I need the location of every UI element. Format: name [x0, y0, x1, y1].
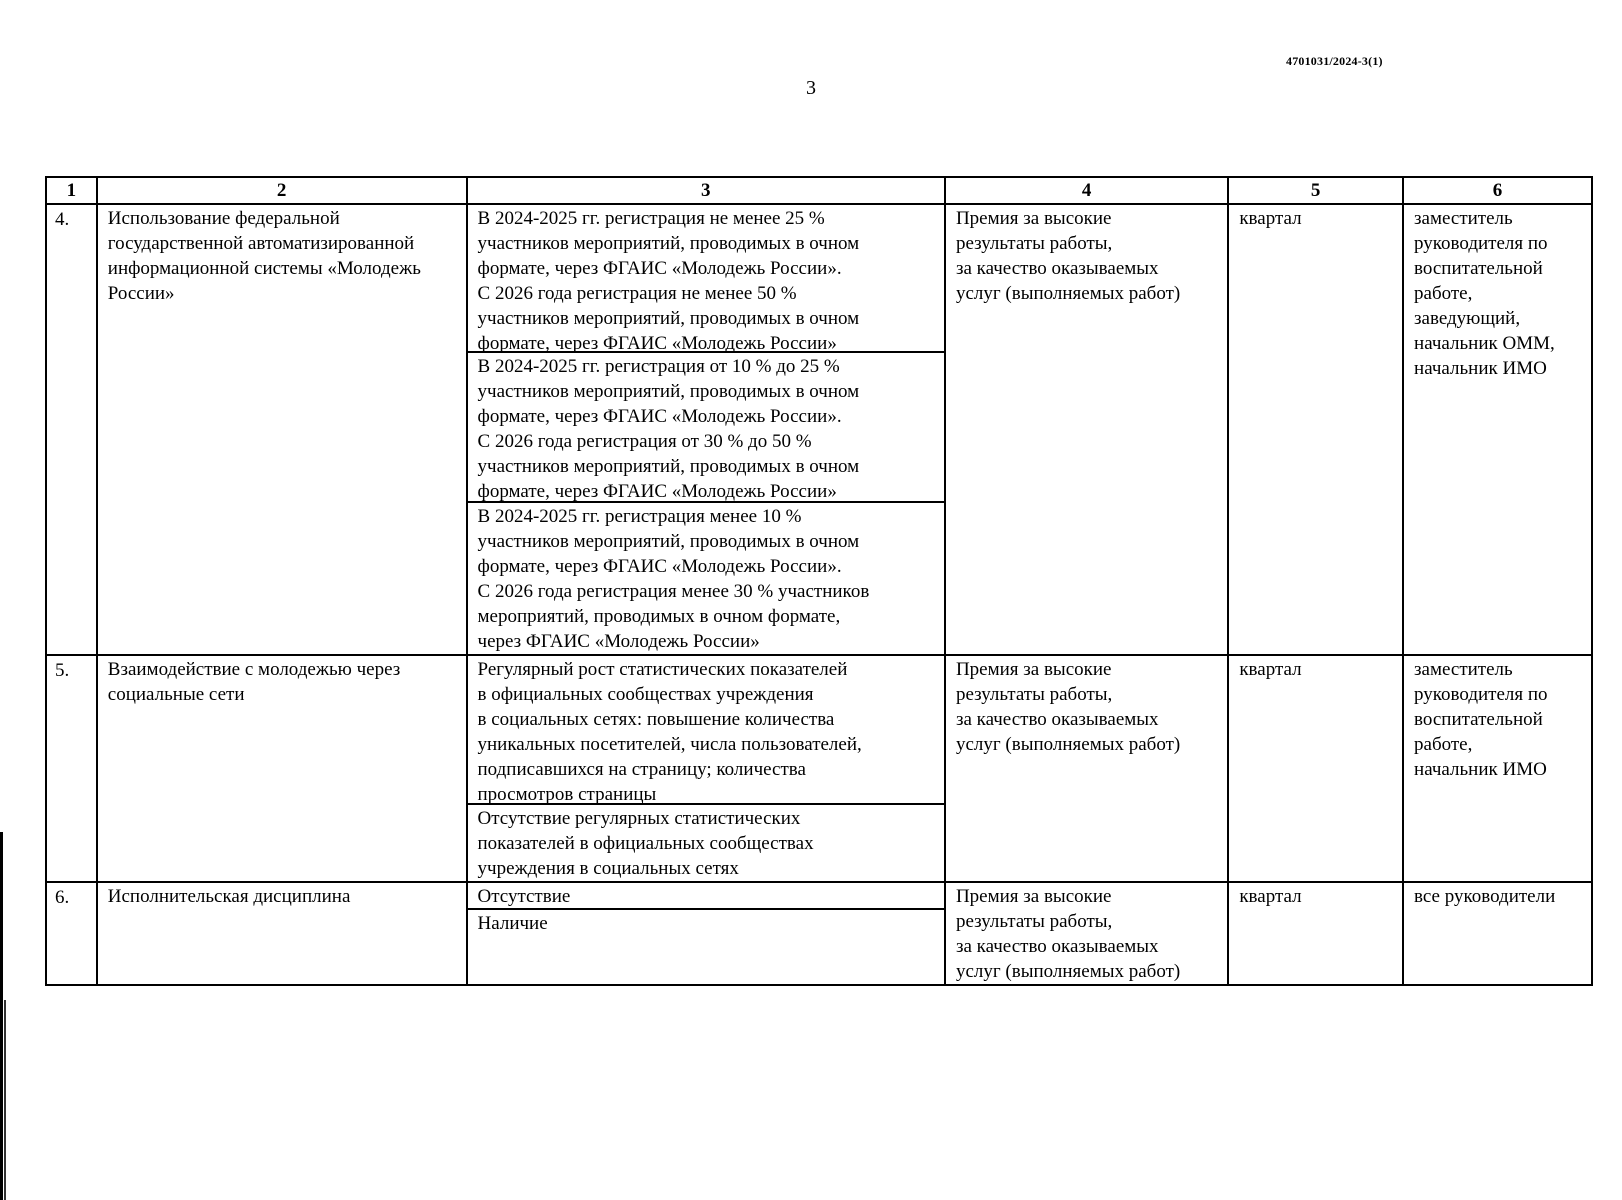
indicator-name: Исполнительская дисциплина	[97, 882, 467, 985]
criterion-text: В 2024-2025 гг. регистрация от 10 % до 25 % участников мероприятий, проводимых в очном формате, через ФГАИС «Молодежь России». С 2026 года регистрация от 30 % до 50 % участников мероприятий, проводимых в очном формате, через ФГАИС «Молодежь России»	[468, 351, 944, 501]
period: квартал	[1228, 882, 1403, 985]
payment-type: Премия за высокие результаты работы, за качество оказываемых услуг (выполняемых работ)	[945, 882, 1228, 985]
criteria-cell	[467, 204, 945, 655]
payment-type: Премия за высокие результаты работы, за качество оказываемых услуг (выполняемых работ)	[945, 655, 1228, 882]
scan-edge-artifact	[0, 832, 3, 1200]
column-header: 3	[467, 177, 945, 204]
table-row	[46, 882, 1592, 985]
criterion-text: Регулярный рост статистических показателей в официальных сообществах учреждения в социальных сетях: повышение количества уникальных посетителей, числа пользователей, подписавшихся на страницу; количества просмотров страницы	[477, 659, 862, 805]
criteria-cell	[467, 655, 945, 882]
period: квартал	[1228, 655, 1403, 882]
table-row	[46, 204, 1592, 655]
responsible: заместитель руководителя по воспитательной работе, заведующий, начальник ОММ, начальник ИМО	[1403, 204, 1592, 655]
responsible: все руководители	[1403, 882, 1592, 985]
document-id: 4701031/2024-3(1)	[1286, 54, 1383, 68]
column-header: 1	[46, 177, 97, 204]
row-number: 5.	[46, 655, 97, 882]
criterion-text: Наличие	[468, 908, 944, 936]
column-header: 4	[945, 177, 1228, 204]
criteria-table	[45, 176, 1593, 986]
indicator-name: Взаимодействие с молодежью через социальные сети	[97, 655, 467, 882]
table-header-row	[46, 177, 1592, 204]
page-number: 3	[806, 77, 816, 99]
criterion-text: В 2024-2025 гг. регистрация менее 10 % участников мероприятий, проводимых в очном формате, через ФГАИС «Молодежь России». С 2026 года регистрация менее 30 % участников мероприятий, проводимых в очном формате, через ФГАИС «Молодежь России»	[468, 501, 944, 654]
row-number: 4.	[46, 204, 97, 655]
criterion-text: В 2024-2025 гг. регистрация не менее 25 % участников мероприятий, проводимых в очном формате, через ФГАИС «Молодежь России». С 2026 года регистрация не менее 50 % участников мероприятий, проводимых в очном формате, через ФГАИС «Молодежь России»	[477, 208, 860, 354]
responsible: заместитель руководителя по воспитательной работе, начальник ИМО	[1403, 655, 1592, 882]
column-header: 2	[97, 177, 467, 204]
column-header: 5	[1228, 177, 1403, 204]
period: квартал	[1228, 204, 1403, 655]
criterion-text: Отсутствие регулярных статистических показателей в официальных сообществах учреждения в социальных сетях	[468, 803, 944, 881]
scan-edge-artifact	[4, 1000, 6, 1200]
row-number: 6.	[46, 882, 97, 985]
table-row	[46, 655, 1592, 882]
column-header: 6	[1403, 177, 1592, 204]
indicator-name: Использование федеральной государственной автоматизированной информационной системы «Молодежь России»	[97, 204, 467, 655]
payment-type: Премия за высокие результаты работы, за качество оказываемых услуг (выполняемых работ)	[945, 204, 1228, 655]
criterion-text: Отсутствие	[477, 886, 571, 907]
criteria-cell	[467, 882, 945, 985]
